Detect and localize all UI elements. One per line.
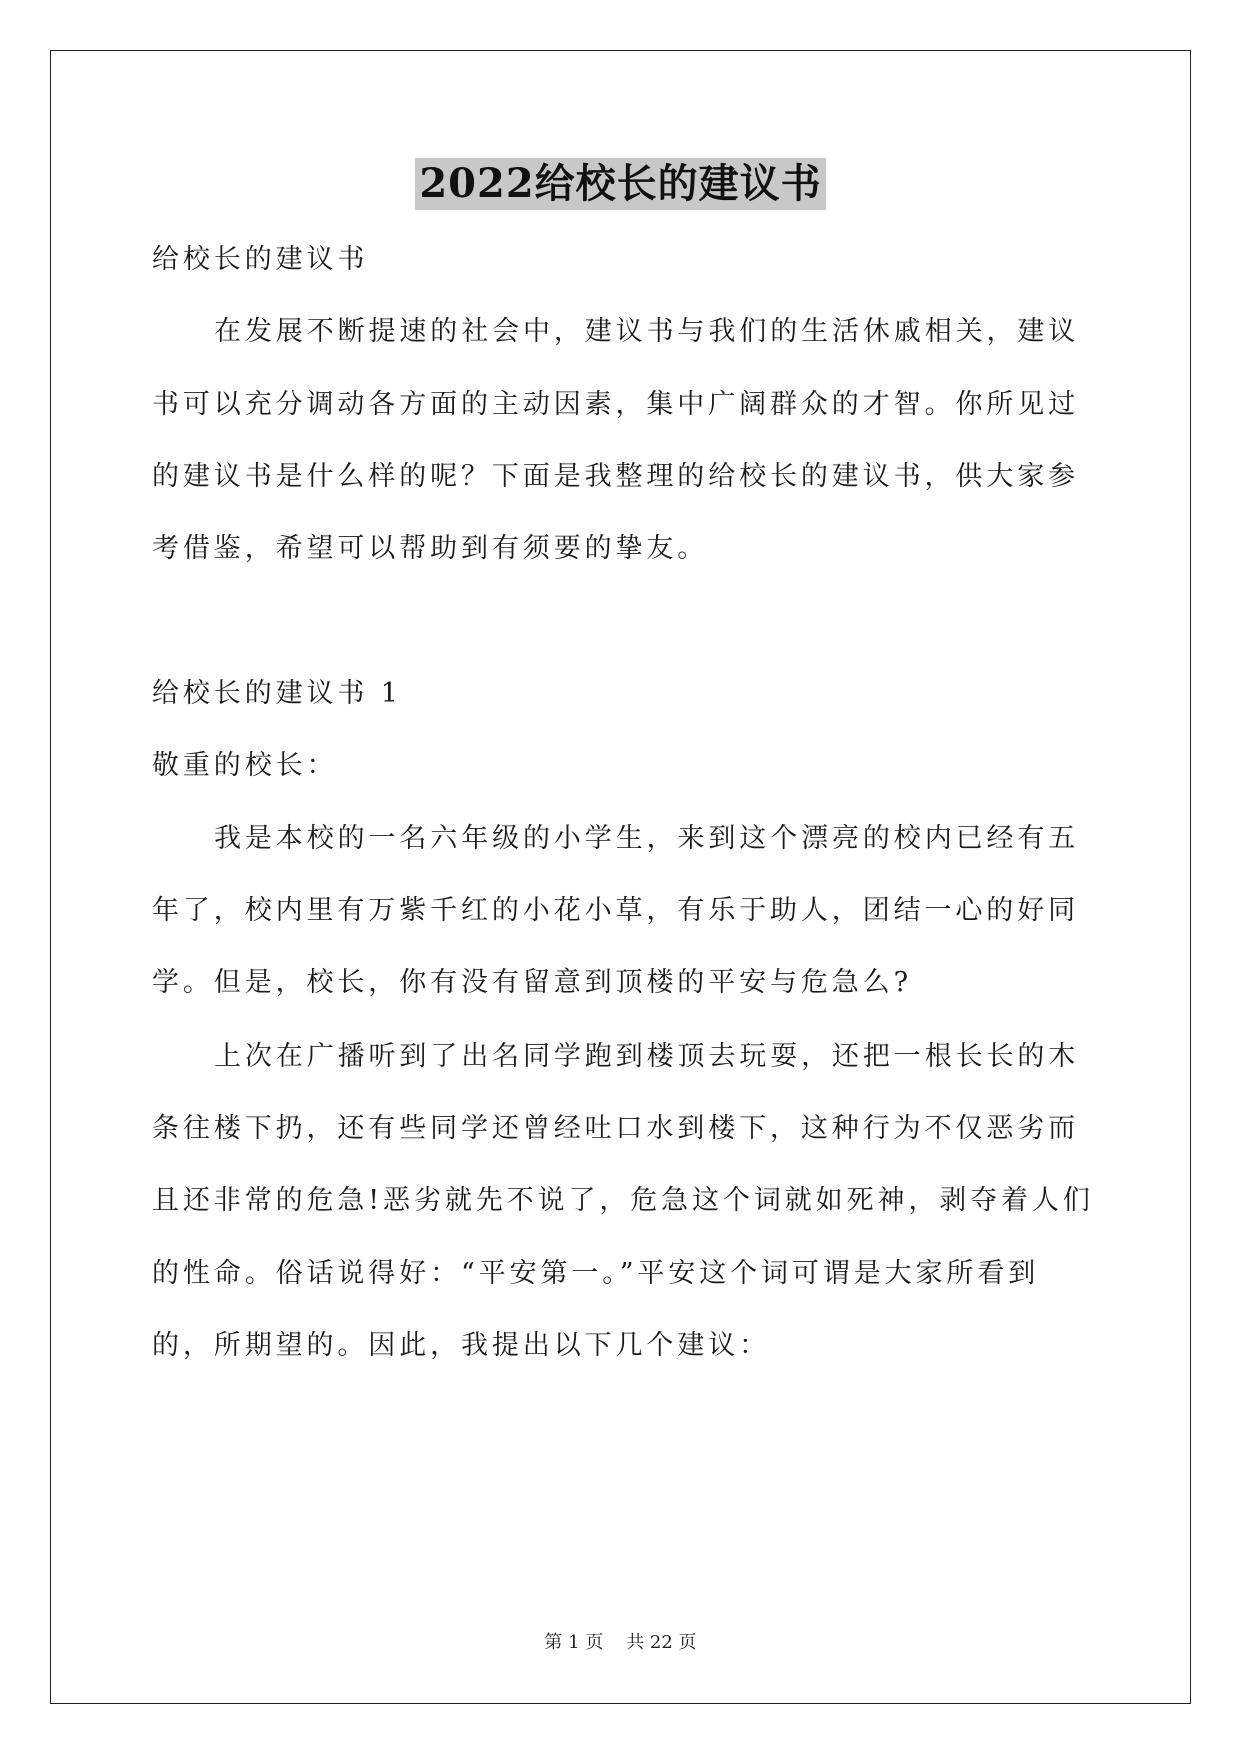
- section-heading: 给校长的建议书: [152, 244, 369, 275]
- paragraph-line: 上次在广播听到了出名同学跑到楼顶去玩耍，还把一根长长的木: [214, 1041, 1080, 1072]
- paragraph-line: 的建议书是什么样的呢？下面是我整理的给校长的建议书，供大家参: [152, 461, 1079, 492]
- paragraph-line: 学。但是，校长，你有没有留意到顶楼的平安与危急么?: [152, 967, 912, 998]
- paragraph-line: 条往楼下扔，还有些同学还曾经吐口水到楼下，这种行为不仅恶劣而: [152, 1113, 1079, 1144]
- paragraph-line: 的，所期望的。因此，我提出以下几个建议：: [152, 1330, 770, 1361]
- paragraph-line: 书可以充分调动各方面的主动因素，集中广阔群众的才智。你所见过: [152, 389, 1079, 420]
- paragraph-line: 我是本校的一名六年级的小学生，来到这个漂亮的校内已经有五: [214, 823, 1080, 854]
- page-border: [50, 50, 1191, 1704]
- paragraph-line: 且还非常的危急!恶劣就先不说了，危急这个词就如死神，剥夺着人们: [152, 1185, 1094, 1216]
- paragraph-line: 年了，校内里有万紫千红的小花小草，有乐于助人，团结一心的好同: [152, 895, 1079, 926]
- section-heading: 给校长的建议书 1: [152, 678, 402, 709]
- title-container: [0, 158, 1241, 210]
- paragraph-line: 的性命。俗话说得好：“平安第一。”平安这个词可谓是大家所看到: [152, 1258, 1040, 1289]
- paragraph-line: 考借鉴，希望可以帮助到有须要的挚友。: [152, 533, 709, 564]
- paragraph-line: 在发展不断提速的社会中，建议书与我们的生活休戚相关，建议: [214, 316, 1080, 347]
- document-title: 2022给校长的建议书: [415, 158, 825, 210]
- page-footer: 第 1 页 共 22 页: [544, 1632, 697, 1653]
- salutation: 敬重的校长：: [152, 750, 338, 781]
